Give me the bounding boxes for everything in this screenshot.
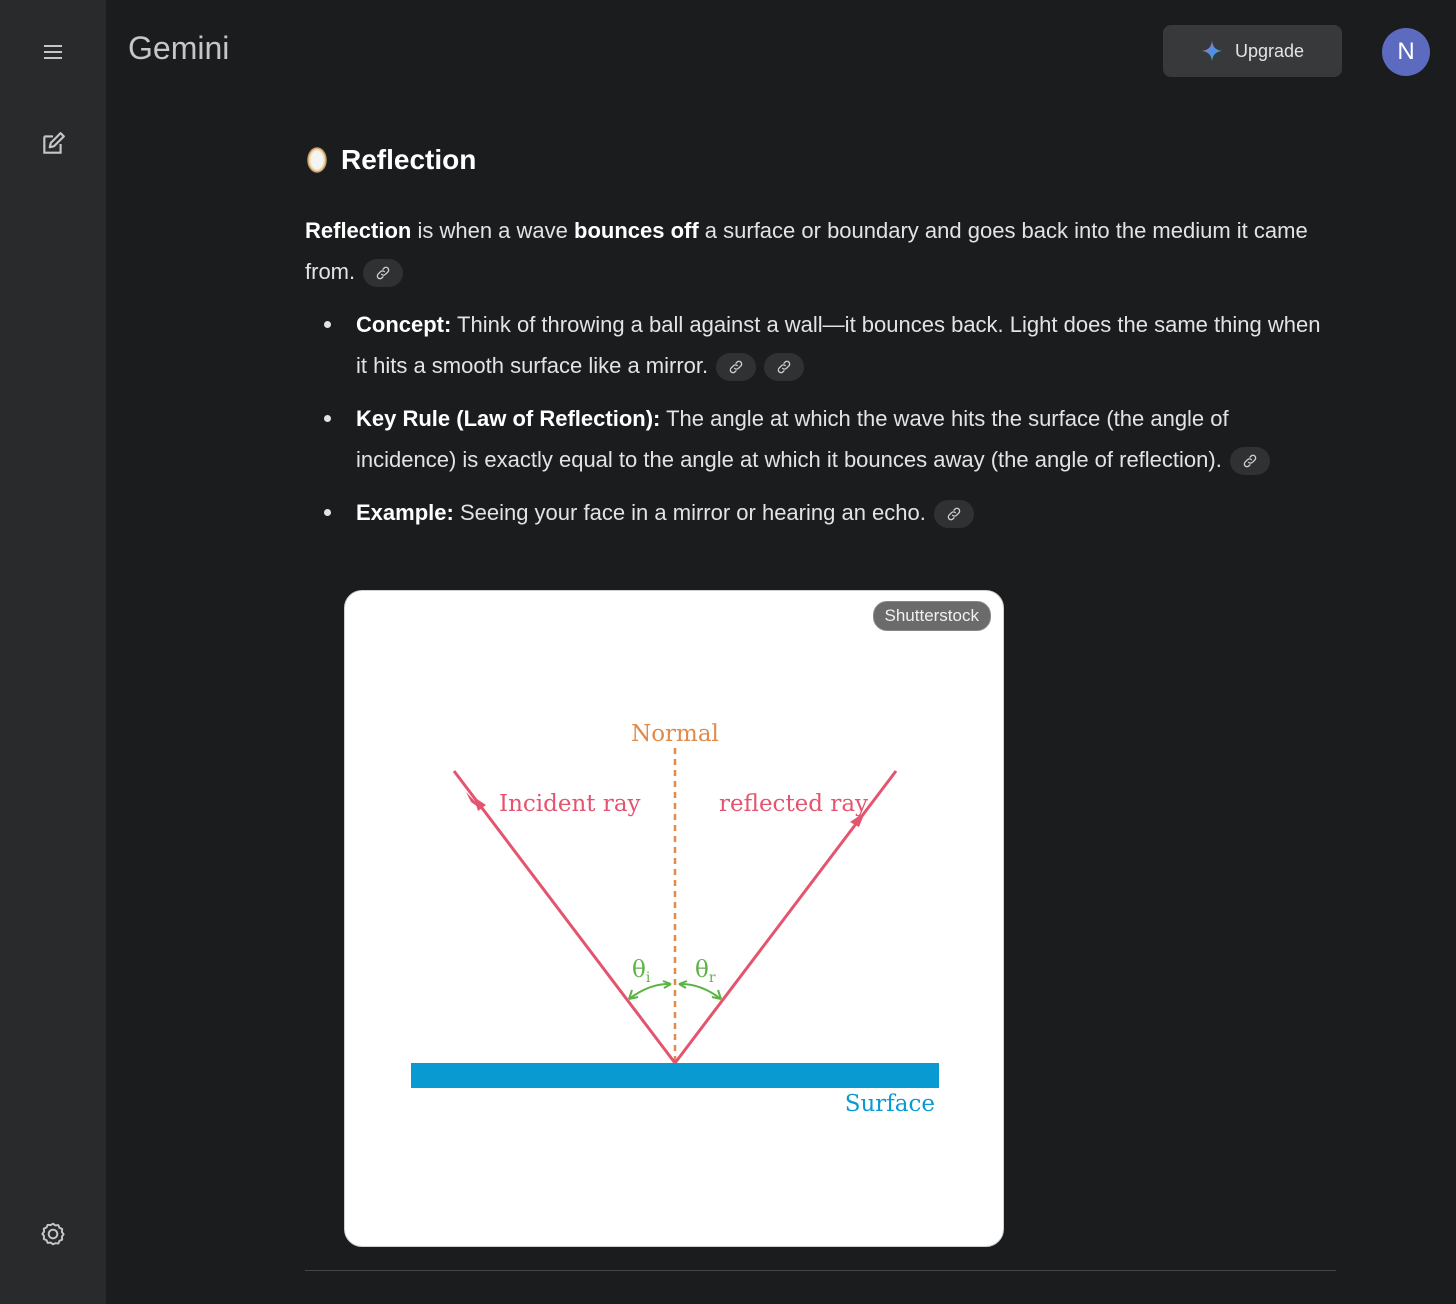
reflected-label: reflected ray <box>719 791 869 817</box>
citation-link[interactable] <box>764 353 804 381</box>
theta-r-label: $\theta_r$ <box>695 957 716 986</box>
menu-button[interactable] <box>33 32 73 72</box>
citation-link[interactable] <box>1230 447 1270 475</box>
section-heading <box>305 138 1335 182</box>
link-icon <box>728 359 744 375</box>
new-chat-icon <box>40 131 66 157</box>
bullet-list <box>305 304 1335 533</box>
theta-i-label: $\theta_i$ <box>632 957 651 986</box>
reflection-diagram <box>345 591 1004 1247</box>
intro-term: Reflection <box>305 218 412 243</box>
app-title[interactable]: Gemini <box>128 30 230 66</box>
normal-label: Normal <box>631 721 719 747</box>
citation-link[interactable] <box>716 353 756 381</box>
bullet-label: Key Rule (Law of Reflection): <box>356 406 661 431</box>
sparkle-icon <box>1201 40 1223 62</box>
incident-label: Incident ray <box>499 791 641 817</box>
bullet-label: Concept: <box>356 312 452 337</box>
avatar[interactable]: N <box>1382 28 1430 76</box>
bullet-text: The angle at which the wave hits the surface (the angle of incidence) is exactly equal to the angle at which it bounces away (the angle of reflection). <box>356 406 1229 472</box>
surface-bar <box>411 1063 939 1088</box>
link-icon <box>375 265 391 281</box>
menu-icon <box>41 40 65 64</box>
surface-label: Surface <box>844 1091 935 1117</box>
bullet-text: Think of throwing a ball against a wall—it bounces back. Light does the same thing when it hits a smooth surface like a mirror. <box>356 312 1321 378</box>
list-item <box>305 398 1335 480</box>
settings-icon <box>40 1221 66 1247</box>
upgrade-button[interactable] <box>1163 25 1342 77</box>
settings-button[interactable] <box>33 1214 73 1254</box>
section-title: Reflection <box>341 144 477 175</box>
mirror-icon <box>305 144 329 176</box>
divider <box>305 1270 1336 1271</box>
citation-link[interactable] <box>934 500 974 528</box>
upgrade-label: Upgrade <box>1234 40 1305 61</box>
bullet-label: Example: <box>356 500 454 525</box>
image-credit-badge[interactable]: Shutterstock <box>873 601 992 631</box>
sidebar <box>0 0 106 1304</box>
intro-paragraph <box>305 210 1335 292</box>
response-content <box>305 138 1335 545</box>
list-item <box>305 492 1335 533</box>
link-icon <box>776 359 792 375</box>
intro-bold: bounces off <box>574 218 699 243</box>
link-icon <box>946 506 962 522</box>
reflection-diagram-image[interactable] <box>344 590 1004 1247</box>
citation-link[interactable] <box>363 259 403 287</box>
link-icon <box>1242 453 1258 469</box>
intro-text-2: a surface or boundary and goes back into the medium it came from. <box>305 218 1308 284</box>
intro-text-1: is when a wave <box>411 218 574 243</box>
bullet-text: Seeing your face in a mirror or hearing an echo. <box>453 500 926 525</box>
list-item <box>305 304 1335 386</box>
new-chat-button[interactable] <box>33 124 73 164</box>
